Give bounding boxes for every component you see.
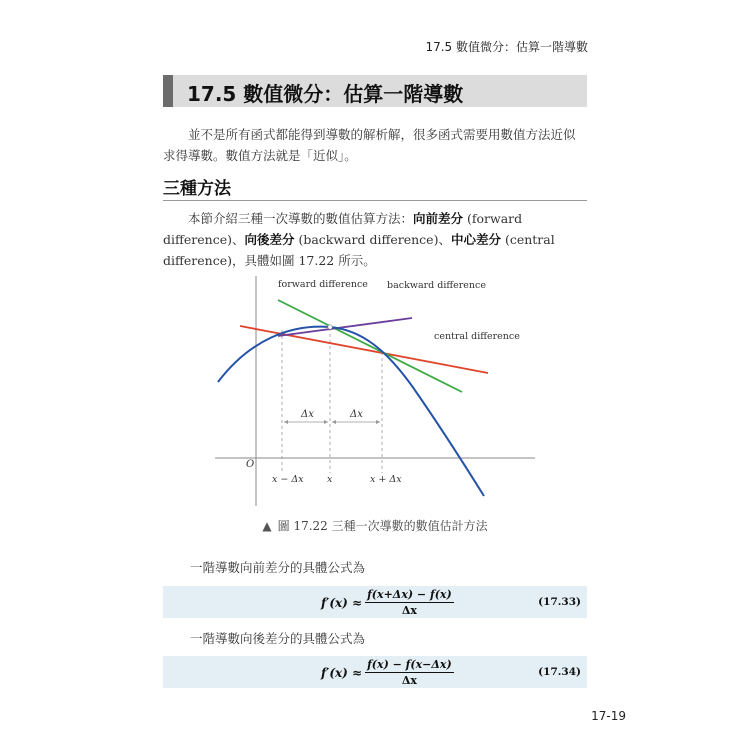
dx-arrowhead-right-b (376, 420, 380, 424)
point-x (328, 325, 332, 329)
term-forward: 向前差分 (413, 211, 464, 226)
methods-text-intro: 本節介紹三種一次導數的數值估算方法： (188, 211, 414, 226)
backward-formula-numerator: f(x) − f(x−Δx) (367, 658, 452, 671)
equation-17-34 (163, 656, 587, 688)
methods-paragraph (163, 208, 587, 271)
tick-x-minus-dx: x − Δx (272, 474, 304, 485)
equation-number-17-33: (17.33) (538, 596, 581, 608)
tick-x-plus-dx: x + Δx (370, 474, 402, 485)
caption-text: 圖 17.22 三種一次導數的數值估計方法 (277, 519, 488, 533)
intro-paragraph: 並不是所有函式都能得到導數的解析解，很多函式需要用數值方法近似求得導數。數值方法就是「近似」。 (163, 127, 576, 163)
running-head: 17.5 數值微分：估算一階導數 (425, 40, 588, 54)
label-dx-left: Δx (301, 409, 314, 420)
label-origin: O (246, 459, 255, 470)
difference-figure (200, 268, 550, 508)
label-central-difference: central difference (434, 331, 520, 342)
term-backward: 向後差分 (244, 232, 295, 247)
dx-arrowhead-left-b (324, 420, 328, 424)
page-number: 17-19 (591, 709, 626, 723)
equation-number-17-34: (17.34) (538, 666, 581, 678)
backward-formula-fraction (365, 658, 454, 687)
subheading: 三種方法 (163, 179, 231, 199)
backward-formula (321, 658, 454, 687)
forward-formula-fraction (365, 588, 454, 617)
caption-marker: ▲ (262, 519, 272, 533)
tick-x: x (327, 474, 333, 485)
forward-formula-denominator: Δx (401, 604, 417, 617)
figure-caption (0, 517, 750, 534)
section-title-accent (163, 75, 173, 107)
backward-formula-denominator: Δx (401, 674, 417, 687)
dx-arrowhead-right-a (332, 420, 336, 424)
equation-17-33 (163, 586, 587, 618)
label-forward-difference: forward difference (278, 279, 368, 290)
label-dx-right: Δx (350, 409, 363, 420)
backward-formula-lhs: f′(x) ≈ (321, 665, 363, 680)
forward-formula-numerator: f(x+Δx) − f(x) (367, 588, 452, 601)
forward-formula-lhs: f′(x) ≈ (321, 595, 363, 610)
term-central-en: (central difference)，具體如圖 17.22 所示。 (163, 232, 555, 268)
label-backward-difference: backward difference (387, 280, 486, 291)
term-forward-en: (forward difference)、 (163, 211, 523, 247)
forward-difference-line (278, 300, 462, 392)
subheading-rule (163, 200, 587, 201)
section-title-bar (163, 75, 587, 107)
dx-arrowhead-left-a (284, 420, 288, 424)
forward-formula-lead: 一階導數向前差分的具體公式為 (190, 560, 366, 575)
section-title: 17.5 數值微分：估算一階導數 (187, 82, 464, 106)
forward-formula (321, 588, 454, 617)
term-central: 中心差分 (450, 232, 501, 247)
backward-formula-lead: 一階導數向後差分的具體公式為 (190, 631, 366, 646)
term-backward-en: (backward difference)、 (294, 232, 451, 247)
